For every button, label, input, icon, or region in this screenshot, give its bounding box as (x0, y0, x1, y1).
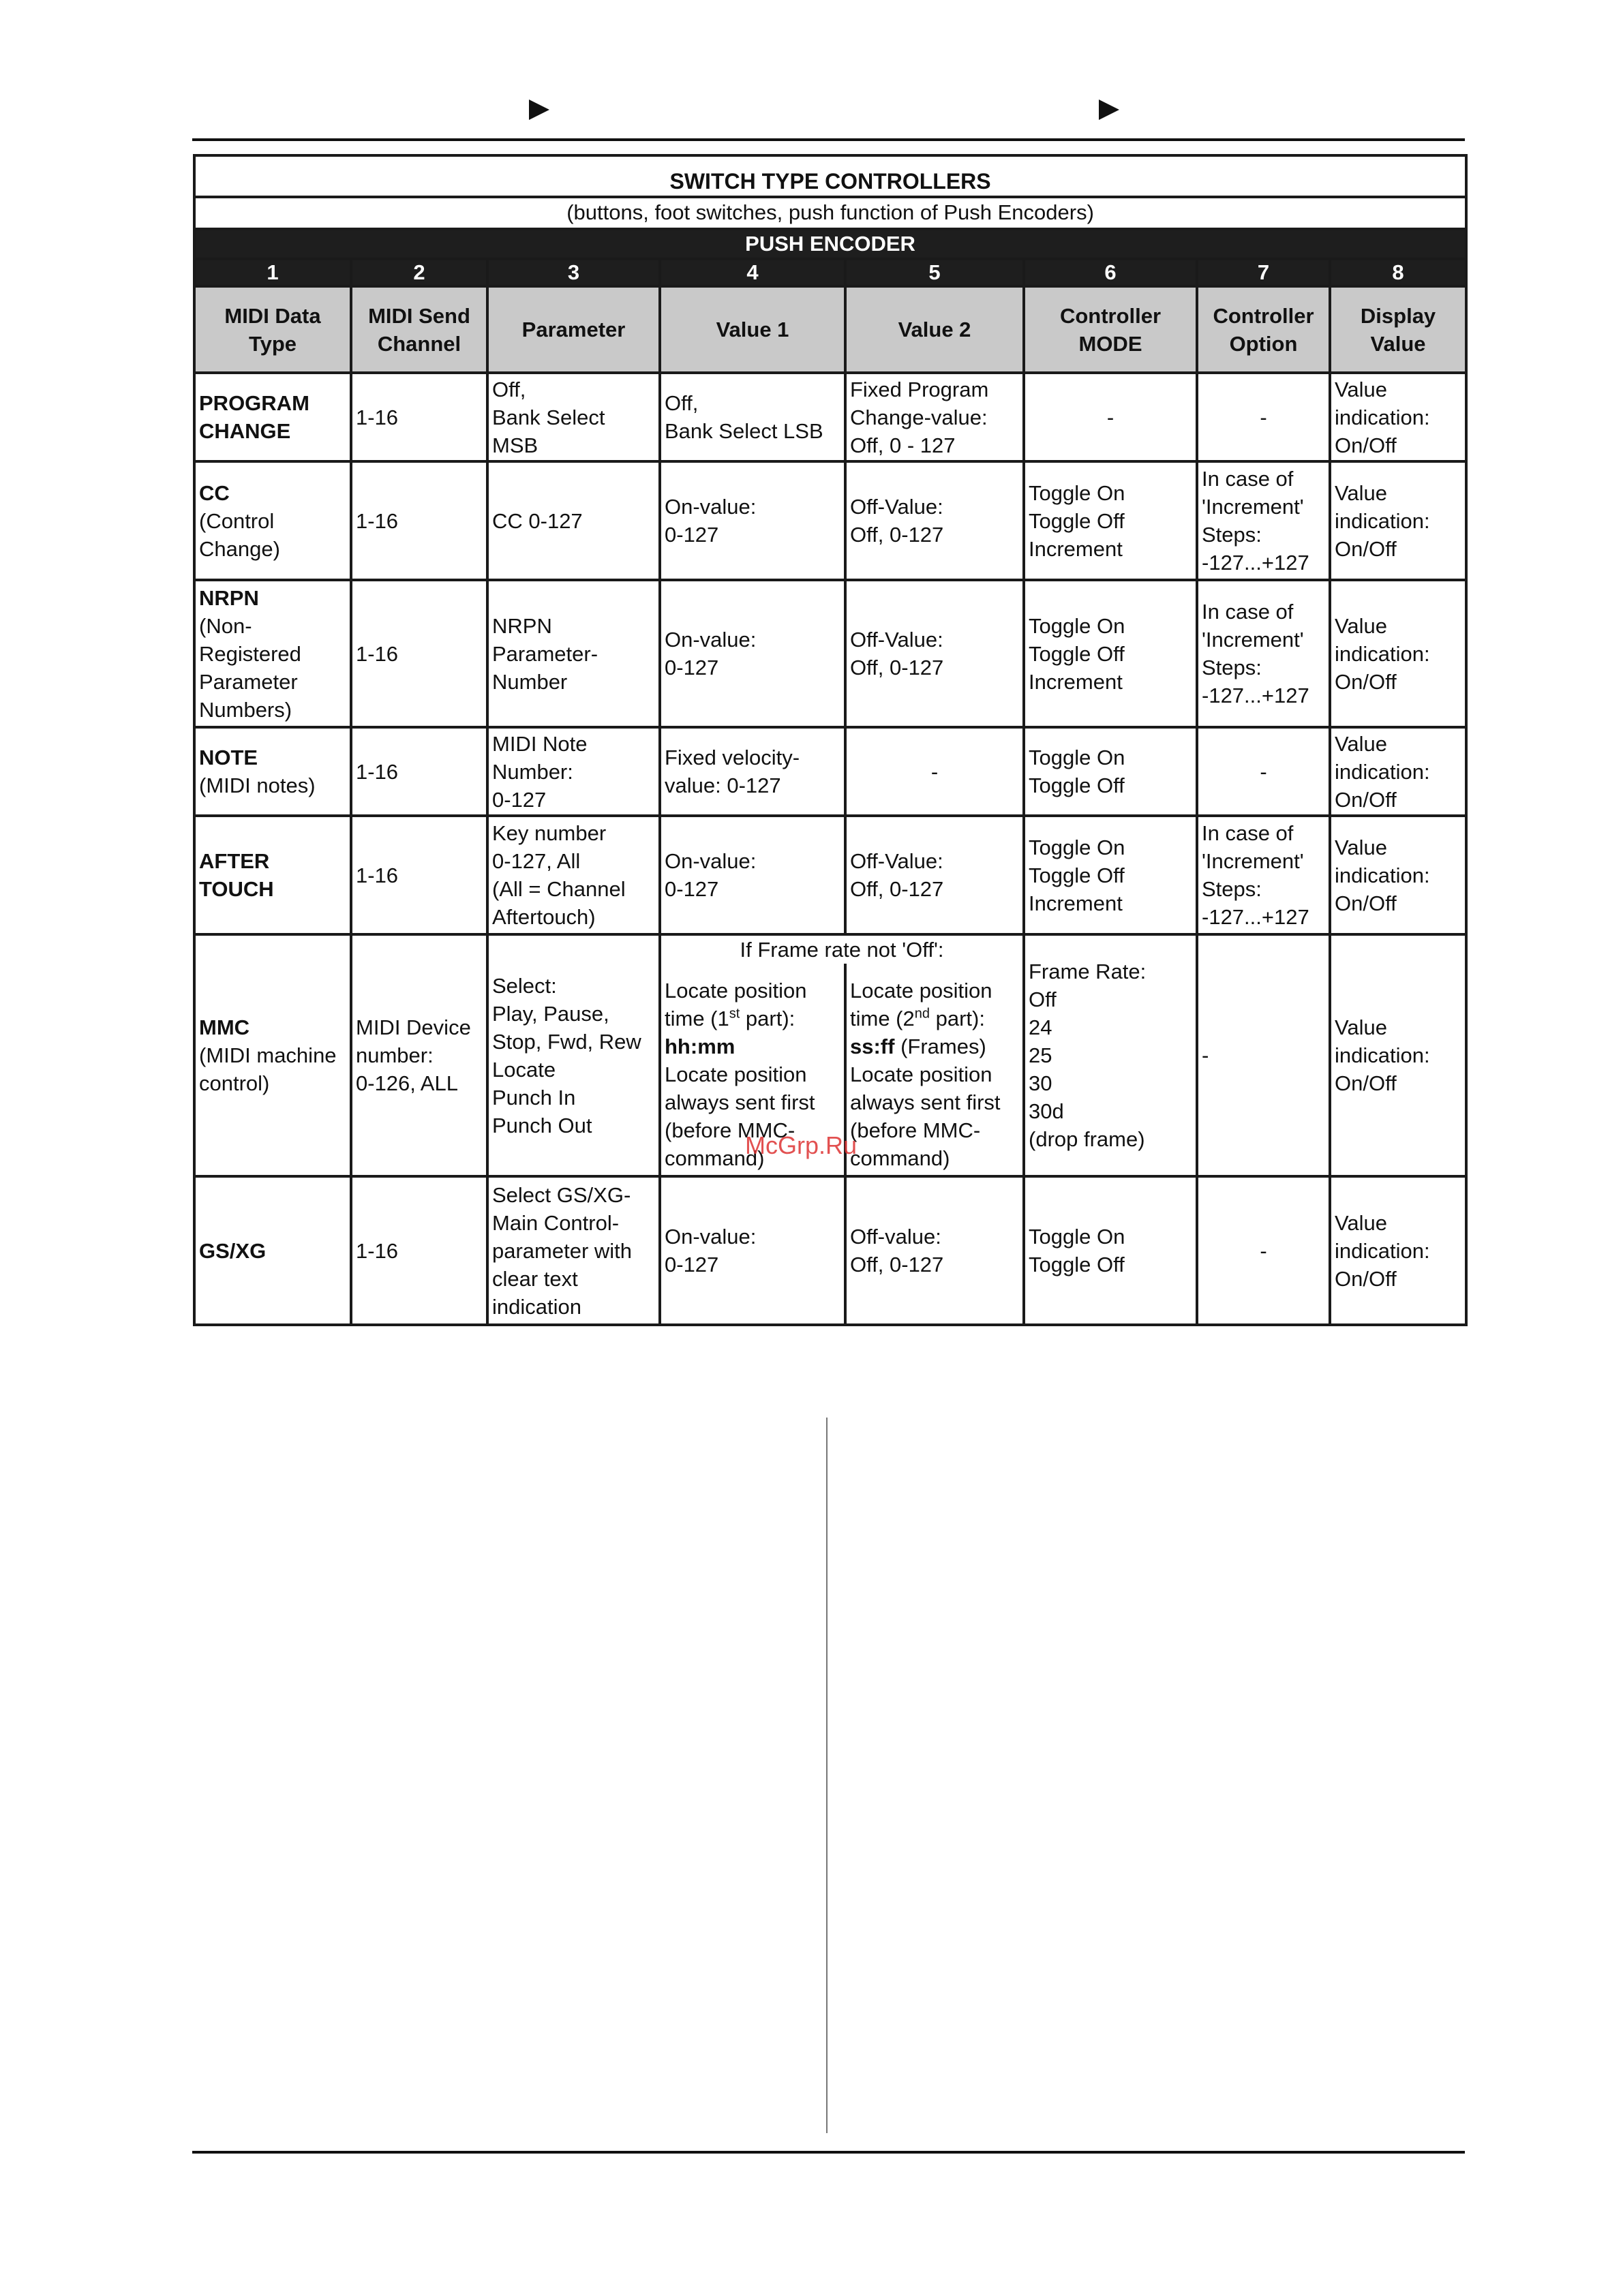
cell-line: Off-Value: (850, 849, 943, 873)
column-number: 5 (845, 259, 1024, 286)
cell-line: 1-16 (356, 863, 399, 887)
column-number: 1 (194, 259, 351, 286)
table-row-note (194, 727, 1466, 816)
mode-cell (1024, 727, 1197, 816)
mode-cell (1024, 461, 1197, 580)
cell-line: Toggle On (1029, 746, 1125, 769)
cell-line: Option (1229, 331, 1298, 356)
parameter-cell (487, 727, 660, 816)
cell-line: MODE (1078, 331, 1142, 356)
column-header (660, 286, 845, 373)
option-cell (1197, 580, 1330, 727)
cell-line: indication: (1335, 759, 1430, 784)
type-cell (194, 461, 351, 580)
cell-line: MIDI Device (356, 1015, 471, 1039)
column-header (351, 286, 487, 373)
channel-cell (351, 934, 487, 1176)
table-row-aftertouch (194, 816, 1466, 934)
column-header (1197, 286, 1330, 373)
column-number: 7 (1197, 259, 1330, 286)
cell-line: Change) (199, 536, 280, 561)
cell-line: Frame Rate: (1029, 960, 1147, 983)
cell-line: Channel (377, 331, 461, 356)
cell-line: 0-127 (665, 656, 719, 679)
cell-line: On/Off (1335, 1071, 1397, 1095)
cell-line: On-value: (665, 495, 757, 519)
cell-line: On/Off (1335, 787, 1397, 812)
cell-line: Off (1029, 988, 1057, 1011)
type-cell (194, 1176, 351, 1325)
cell-line: On/Off (1335, 536, 1397, 561)
cell-line: On-value: (665, 849, 757, 873)
mode-cell (1024, 934, 1197, 1176)
parameter-cell (487, 580, 660, 727)
value1-cell (660, 580, 845, 727)
cell-line: Toggle Off (1029, 508, 1125, 533)
cell-line: 0-127 (665, 877, 719, 901)
cell-line: always sent first (850, 1090, 1001, 1114)
table-title-row (194, 155, 1466, 197)
value1-cell (660, 373, 845, 461)
cell-line: On/Off (1335, 433, 1397, 457)
cell-line: 'Increment' (1202, 628, 1304, 652)
play-arrow-icon (529, 100, 549, 120)
display-cell (1330, 373, 1466, 461)
cell-line: Numbers) (199, 697, 292, 722)
cell-line: Value (1370, 331, 1426, 356)
cell-line: Select: (492, 973, 557, 998)
cell-line: Punch In (492, 1085, 576, 1109)
cell-line: Locate position (850, 1062, 992, 1086)
cell-line: In case of (1202, 821, 1294, 845)
type-cell (194, 816, 351, 934)
column-number: 4 (660, 259, 845, 286)
cell-line: 0-127, All (492, 849, 581, 873)
mode-cell (1024, 580, 1197, 727)
cell-line: Type (248, 331, 297, 356)
cell-line: CHANGE (199, 419, 291, 443)
cell-line: Steps: (1202, 656, 1262, 679)
cell-line: MSB (492, 433, 539, 457)
cell-line: Value (1335, 1015, 1387, 1039)
table-row-gsxg (194, 1176, 1466, 1325)
cell-line: number: (356, 1043, 434, 1067)
cell-line: Parameter- (492, 641, 598, 666)
channel-cell (351, 1176, 487, 1325)
cell-line: (All = Channel (492, 877, 626, 901)
cell-line: PROGRAM (199, 391, 309, 415)
cell-line: Value (1335, 377, 1387, 401)
cell-line: Value (1335, 1210, 1387, 1235)
cell-line: Select GS/XG- (492, 1182, 631, 1207)
cell-line: Steps: (1202, 523, 1262, 547)
cell-line: CC (199, 480, 230, 505)
column-header (1024, 286, 1197, 373)
type-cell (194, 580, 351, 727)
column-header (194, 286, 351, 373)
cell-line: Bank Select (492, 405, 605, 429)
option-cell (1197, 373, 1330, 461)
table-row-mmc (194, 934, 1466, 964)
cell-line: -127...+127 (1202, 551, 1309, 575)
column-number: 2 (351, 259, 487, 286)
cell-line: indication: (1335, 405, 1430, 429)
cell-line: Off, (492, 377, 526, 401)
cell-line: (MIDI machine (199, 1043, 337, 1067)
cell-line: value: 0-127 (665, 774, 781, 797)
cell-line: (MIDI notes) (199, 774, 316, 797)
channel-cell (351, 727, 487, 816)
cell-line: MIDI Send (368, 303, 470, 328)
value1-cell (660, 816, 845, 934)
cell-line: Registered (199, 641, 301, 666)
mode-cell (1024, 1176, 1197, 1325)
bottom-rule (192, 2151, 1465, 2154)
cell-line: Locate (492, 1057, 556, 1082)
cell-line: indication: (1335, 863, 1430, 887)
option-cell (1197, 461, 1330, 580)
cell-line: In case of (1202, 600, 1294, 624)
value2-cell (845, 580, 1024, 727)
parameter-cell (487, 816, 660, 934)
cell-line: 1-16 (356, 405, 399, 429)
cell-line: On/Off (1335, 891, 1397, 915)
table-row-cc (194, 461, 1466, 580)
cell-line: On-value: (665, 628, 757, 652)
display-cell (1330, 727, 1466, 816)
cell-line: Steps: (1202, 877, 1262, 901)
section-row (194, 229, 1466, 259)
cell-line: Toggle Off (1029, 641, 1125, 666)
table-subtitle: (buttons, foot switches, push function of Push Encoders) (194, 197, 1466, 229)
option-cell (1197, 816, 1330, 934)
channel-cell (351, 816, 487, 934)
value2-cell (845, 816, 1024, 934)
parameter-cell (487, 1176, 660, 1325)
cell-line: Aftertouch) (492, 905, 596, 929)
cell-line: - (1260, 1238, 1267, 1263)
cell-line: 1-16 (356, 508, 399, 533)
cell-line: Toggle Off (1029, 863, 1125, 887)
cell-line: Toggle Off (1029, 774, 1125, 797)
cell-line: - (1260, 759, 1267, 784)
cell-line: Toggle On (1029, 835, 1125, 859)
parameter-cell (487, 373, 660, 461)
option-cell (1197, 934, 1330, 1176)
value2-cell (845, 461, 1024, 580)
cell-line: Off, 0-127 (850, 877, 944, 901)
cell-line: -127...+127 (1202, 684, 1309, 707)
cell-line: MIDI Note (492, 731, 588, 756)
cell-line: - (930, 759, 939, 784)
cell-line: On/Off (1335, 1266, 1397, 1291)
display-cell (1330, 461, 1466, 580)
cell-line: Value (1335, 613, 1387, 638)
cell-line: Bank Select LSB (665, 419, 823, 443)
cell-line: Controller (1059, 303, 1162, 328)
value1-cell (660, 1176, 845, 1325)
cell-line: Parameter (521, 318, 626, 341)
table-row-program-change (194, 373, 1466, 461)
cell-line: 0-126, ALL (356, 1071, 458, 1095)
cell-line: TOUCH (199, 877, 274, 901)
cell-line: - (1202, 1043, 1209, 1067)
cell-line: Off-value: (850, 1225, 941, 1249)
table-row-nrpn (194, 580, 1466, 727)
cell-line: (before MMC- (665, 1118, 795, 1142)
cell-line: (Non- (199, 613, 252, 638)
cell-line: 1-16 (356, 1238, 399, 1263)
cell-line: CC 0-127 (492, 508, 583, 533)
frame-rate-note: If Frame rate not 'Off': (660, 934, 1024, 964)
value1-cell: Locate position time (1st part): hh:mm Locate position always sent first (before MMC- command) (660, 964, 845, 1176)
display-cell (1330, 1176, 1466, 1325)
cell-line: Value 2 (898, 318, 971, 341)
display-cell (1330, 934, 1466, 1176)
cell-line: indication (492, 1294, 581, 1319)
value2-cell (845, 1176, 1024, 1325)
cell-line: Increment (1029, 891, 1123, 915)
cell-line: 1-16 (356, 759, 399, 784)
option-cell (1197, 1176, 1330, 1325)
play-arrow-icon (1099, 100, 1119, 120)
mode-cell (1024, 816, 1197, 934)
column-number: 3 (487, 259, 660, 286)
cell-line: Value (1335, 835, 1387, 859)
cell-line: Off, 0-127 (850, 656, 944, 679)
value2-cell (845, 727, 1024, 816)
cell-line: command) (665, 1146, 765, 1170)
type-cell (194, 934, 351, 1176)
cell-line: 0-127 (665, 523, 719, 547)
cell-line: 1-16 (356, 641, 399, 666)
column-number-row (194, 259, 1466, 286)
cell-line: Play, Pause, (492, 1001, 609, 1026)
cell-line: Value 1 (716, 318, 789, 341)
cell-line: Value (1335, 480, 1387, 505)
cell-line: Off-Value: (850, 495, 943, 519)
cell-line: - (1106, 405, 1114, 429)
cell-line: 0-127 (665, 1253, 719, 1276)
cell-line: indication: (1335, 1238, 1430, 1263)
cell-line: Off, (665, 391, 699, 415)
cell-line: Toggle On (1029, 613, 1125, 638)
cell-line: Number (492, 669, 568, 694)
type-cell (194, 727, 351, 816)
cell-line: 0-127 (492, 787, 547, 812)
cell-line: (drop frame) (1029, 1127, 1145, 1151)
cell-line: Off-Value: (850, 628, 943, 652)
cell-line: clear text (492, 1266, 578, 1291)
cell-line: command) (850, 1146, 950, 1170)
top-rule (192, 138, 1465, 141)
cell-line: parameter with (492, 1238, 633, 1263)
cell-line: indication: (1335, 508, 1430, 533)
cell-line: On/Off (1335, 669, 1397, 694)
column-header (845, 286, 1024, 373)
column-number: 8 (1330, 259, 1466, 286)
cell-line: Fixed velocity- (665, 746, 800, 769)
cell-line: NRPN (199, 585, 259, 610)
cell-line: 24 (1029, 1015, 1052, 1039)
cell-line: 25 (1029, 1043, 1052, 1067)
channel-cell (351, 461, 487, 580)
cell-line: MMC (199, 1015, 250, 1039)
cell-line: MIDI Data (224, 303, 321, 328)
parameter-cell (487, 934, 660, 1176)
cell-line: - (1260, 405, 1267, 429)
option-cell (1197, 727, 1330, 816)
channel-cell (351, 373, 487, 461)
cell-line: 'Increment' (1202, 849, 1304, 873)
cell-line: (Control (199, 508, 275, 533)
cell-line: 30d (1029, 1099, 1064, 1123)
cell-line: Fixed Program (850, 377, 989, 401)
section-label: PUSH ENCODER (194, 229, 1466, 259)
cell-line: Value (1335, 731, 1387, 756)
cell-line: -127...+127 (1202, 905, 1309, 929)
cell-line: AFTER (199, 849, 270, 873)
cell-line: 'Increment' (1202, 495, 1304, 519)
cell-line: Toggle On (1029, 480, 1125, 505)
table-subtitle-row (194, 197, 1466, 229)
cell-line: control) (199, 1071, 270, 1095)
parameter-cell (487, 461, 660, 580)
column-number: 6 (1024, 259, 1197, 286)
column-header (487, 286, 660, 373)
value1-cell (660, 727, 845, 816)
cell-line: NRPN (492, 613, 552, 638)
value2-cell: Locate position time (2nd part): ss:ff (Frames) Locate position always sent first (before MMC- command) (845, 964, 1024, 1176)
table-title: SWITCH TYPE CONTROLLERS (669, 169, 991, 194)
channel-cell (351, 580, 487, 727)
cell-line: Main Control- (492, 1210, 620, 1235)
display-cell (1330, 816, 1466, 934)
cell-line: In case of (1202, 467, 1294, 491)
cell-line: On-value: (665, 1225, 757, 1249)
cell-line: Toggle On (1029, 1225, 1125, 1249)
cell-line: indication: (1335, 641, 1430, 666)
cell-line: always sent first (665, 1090, 815, 1114)
type-cell (194, 373, 351, 461)
cell-line: Number: (492, 759, 573, 784)
cell-line: Increment (1029, 536, 1123, 561)
cell-line: GS/XG (199, 1238, 267, 1263)
cell-line: Change-value: (850, 405, 988, 429)
cell-line: NOTE (199, 746, 258, 769)
cell-line: Parameter (199, 669, 298, 694)
column-divider (826, 1418, 828, 2133)
cell-line: Locate position (665, 1062, 807, 1086)
cell-line: 30 (1029, 1071, 1052, 1095)
column-header (1330, 286, 1466, 373)
cell-line: Toggle Off (1029, 1253, 1125, 1276)
display-cell (1330, 580, 1466, 727)
cell-line: (before MMC- (850, 1118, 981, 1142)
cell-line: Display (1360, 303, 1436, 328)
cell-line: Controller (1213, 303, 1314, 328)
column-header-row (194, 286, 1466, 373)
mode-cell (1024, 373, 1197, 461)
cell-line: Off, 0-127 (850, 1253, 944, 1276)
cell-line: Punch Out (492, 1113, 592, 1137)
value1-cell (660, 461, 845, 580)
cell-line: Key number (492, 821, 607, 845)
cell-line: Off, 0 - 127 (850, 433, 956, 457)
value2-cell (845, 373, 1024, 461)
cell-line: Stop, Fwd, Rew (492, 1029, 641, 1054)
cell-line: Increment (1029, 669, 1123, 694)
cell-line: Off, 0-127 (850, 523, 944, 547)
watermark: McGrp.Ru (745, 1131, 858, 1159)
cell-line: indication: (1335, 1043, 1430, 1067)
